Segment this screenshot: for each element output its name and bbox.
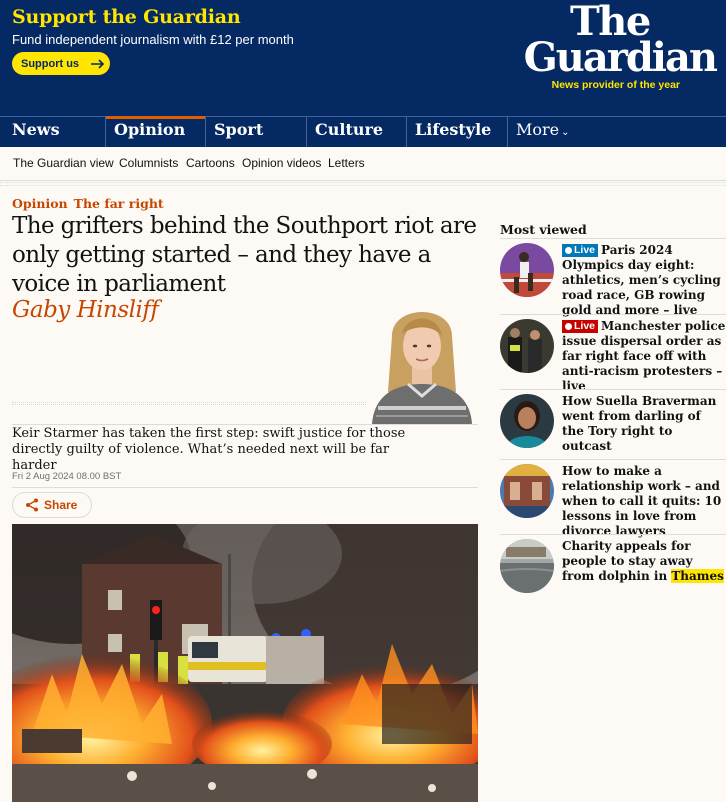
live-dot-icon (565, 323, 572, 330)
highlighted-text: Thames (671, 569, 724, 583)
article-date[interactable]: Fri 2 Aug 2024 08.00 BST (12, 471, 122, 482)
series-link[interactable]: The far right (73, 196, 164, 211)
subnav-letters[interactable]: Letters (328, 156, 365, 170)
most-viewed-item[interactable] (500, 389, 726, 459)
divider (12, 424, 478, 425)
nav-lifestyle[interactable]: Lifestyle (406, 117, 506, 147)
nav-news[interactable]: News (12, 120, 60, 139)
sub-nav (0, 147, 726, 181)
share-button[interactable] (12, 492, 92, 518)
riot-photo (12, 524, 478, 802)
most-viewed-headline (562, 319, 726, 394)
headline-text: Paris 2024 Olympics day eight: athletics, men’s cycling road race, GB rowing gold and more – live (562, 243, 721, 317)
nav-opinion[interactable]: Opinion (105, 117, 205, 147)
article-standfirst: Keir Starmer has taken the first step: swift justice for those directly guilty of violence. What’s needed next will be far harder (12, 426, 406, 473)
nav-more[interactable] (507, 117, 607, 147)
divider (0, 182, 726, 186)
support-us-label: Support us (21, 57, 80, 70)
live-badge (562, 244, 598, 257)
most-viewed-headline: How Suella Braverman went from darling of the Tory right to outcast (562, 394, 717, 453)
most-viewed-item[interactable] (500, 238, 726, 317)
most-viewed-headline: How to make a relationship work – and when to call it quits: 10 lessons in love from divorce lawyers (562, 464, 722, 538)
section-link[interactable]: Opinion (12, 196, 68, 211)
most-viewed-headline (562, 243, 726, 318)
chevron-down-icon: ⌄ (561, 127, 570, 138)
headline-text: Charity appeals for people to stay away from dolphin in (562, 539, 693, 583)
subnav-guardian-view[interactable]: The Guardian view (13, 156, 114, 170)
article-headline: The grifters behind the Southport riot are only getting started – and they have a voice in parliament (12, 213, 477, 297)
share-label: Share (44, 498, 78, 512)
live-label: Live (574, 320, 596, 332)
live-dot-icon (565, 247, 572, 254)
masthead (0, 0, 726, 116)
support-us-button[interactable] (12, 52, 110, 75)
thumbnail (500, 539, 554, 593)
subnav-opinion-videos[interactable]: Opinion videos (242, 156, 322, 170)
live-badge (562, 320, 598, 333)
author-byline[interactable]: Gaby Hinsliff (12, 297, 159, 323)
nav-more-label: More (516, 120, 560, 139)
divider (12, 487, 478, 488)
most-viewed-item[interactable] (500, 534, 726, 604)
thumbnail (500, 464, 554, 518)
nav-sport[interactable]: Sport (205, 117, 305, 147)
divider (12, 402, 366, 405)
logo-tagline: News provider of the year (551, 79, 680, 91)
most-viewed-item[interactable] (500, 459, 726, 538)
main-nav (0, 116, 726, 147)
subnav-cartoons[interactable]: Cartoons (186, 156, 235, 170)
subnav-columnists[interactable]: Columnists (119, 156, 179, 170)
most-viewed-title: Most viewed (500, 222, 587, 237)
article-kicker (12, 196, 170, 211)
most-viewed-item[interactable] (500, 314, 726, 393)
author-photo (368, 296, 476, 424)
logo-the[interactable]: The (570, 0, 650, 45)
nav-culture[interactable]: Culture (306, 117, 406, 147)
thumbnail (500, 319, 554, 373)
support-title: Support the Guardian (12, 6, 241, 28)
thumbnail (500, 243, 554, 297)
thumbnail (500, 394, 554, 448)
support-subtitle: Fund independent journalism with £12 per month (12, 32, 294, 47)
most-viewed-headline (562, 539, 726, 584)
logo-guardian[interactable]: Guardian (523, 34, 716, 81)
headline-text: Manchester police issue dispersal order as far right face off with anti-racism protesters – live (562, 319, 726, 393)
share-icon (25, 498, 39, 512)
arrow-right-icon (91, 59, 105, 69)
live-label: Live (574, 244, 596, 256)
